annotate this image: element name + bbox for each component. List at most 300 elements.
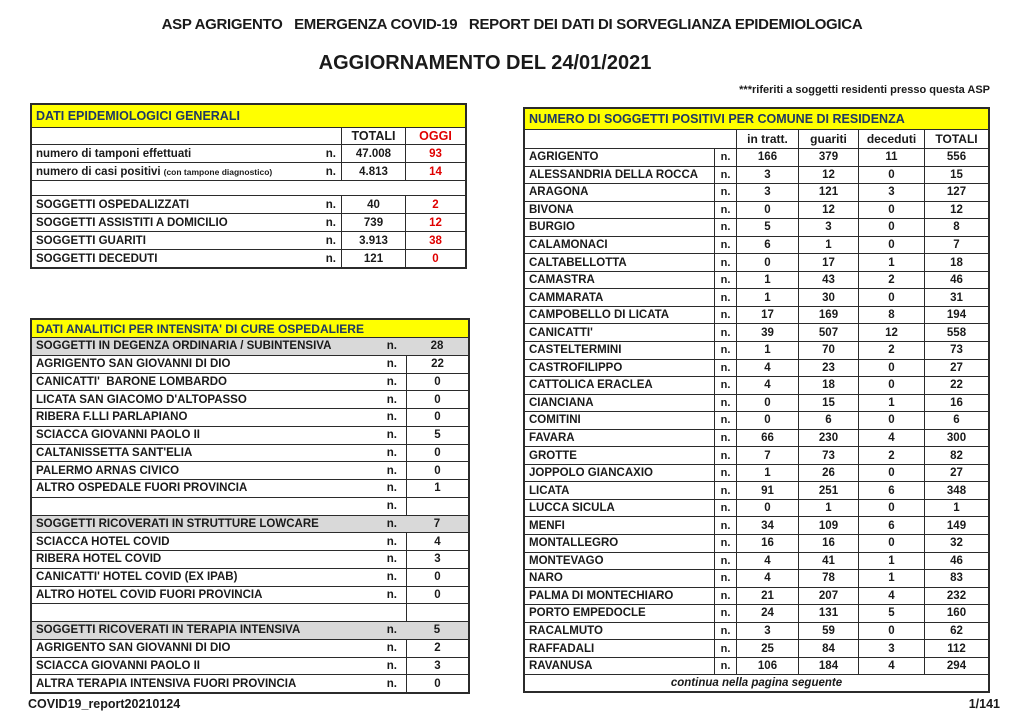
continued-note: continua nella pagina seguente	[525, 674, 988, 691]
comune-name: CALTABELLOTTA	[529, 256, 627, 269]
comune-row	[525, 236, 988, 254]
in-tratt-value: 1	[736, 272, 798, 289]
count-value: 5	[433, 624, 441, 637]
comune-row	[525, 587, 988, 605]
hospital-table-row	[32, 568, 468, 586]
comune-row	[525, 569, 988, 587]
in-tratt-value: 24	[736, 605, 798, 622]
row-label: CALTANISSETTA SANT'ELIA	[36, 446, 193, 459]
hospital-table-row	[32, 373, 468, 391]
totali-value: 40	[341, 196, 405, 213]
oggi-value: 12	[405, 214, 465, 231]
deceduti-value: 4	[858, 430, 924, 447]
totali-value: 22	[924, 377, 988, 394]
comune-name: LICATA	[529, 484, 570, 497]
guariti-value: 251	[798, 482, 858, 499]
deceduti-value: 0	[858, 219, 924, 236]
n-label: n.	[386, 464, 397, 477]
comune-row	[525, 552, 988, 570]
comune-name: JOPPOLO GIANCAXIO	[529, 467, 653, 480]
n-label: n.	[325, 216, 336, 229]
comune-name: MONTEVAGO	[529, 554, 604, 567]
row-label: SCIACCA GIOVANNI PAOLO II	[36, 659, 200, 672]
comune-name: FAVARA	[529, 432, 575, 445]
in-tratt-value: 34	[736, 517, 798, 534]
count-value: 0	[406, 587, 468, 604]
totali-value: 3.913	[341, 232, 405, 249]
row-label-cell	[32, 622, 406, 639]
general-table-row	[32, 213, 465, 231]
in-tratt-value: 1	[736, 289, 798, 306]
comune-row	[525, 201, 988, 219]
n-label: n.	[386, 642, 397, 655]
n-label: n.	[714, 588, 736, 605]
totali-value: 6	[924, 412, 988, 429]
n-label: n.	[714, 324, 736, 341]
general-table-row	[32, 144, 465, 162]
totali-value: 127	[924, 184, 988, 201]
totali-value: 149	[924, 517, 988, 534]
n-label: n.	[714, 219, 736, 236]
comune-name: ALESSANDRIA DELLA ROCCA	[529, 168, 699, 181]
comune-row	[525, 516, 988, 534]
deceduti-value: 0	[858, 535, 924, 552]
comune-row	[525, 183, 988, 201]
row-label-cell	[32, 356, 406, 373]
comune-name: MENFI	[529, 519, 565, 532]
comune-row	[525, 148, 988, 166]
empty-header-cell	[525, 130, 736, 148]
in-tratt-value: 6	[736, 237, 798, 254]
comune-row	[525, 323, 988, 341]
count-value: 0	[406, 569, 468, 586]
n-label: n.	[714, 465, 736, 482]
hospital-table-row	[32, 515, 468, 533]
deceduti-value: 2	[858, 272, 924, 289]
row-label: numero di casi positivi	[36, 165, 161, 178]
n-label: n.	[386, 429, 397, 442]
comuni-table-title: NUMERO DI SOGGETTI POSITIVI PER COMUNE DI RESIDENZA	[525, 109, 988, 129]
in-tratt-value: 0	[736, 254, 798, 271]
row-label-cell	[32, 675, 406, 692]
count-value: 28	[430, 340, 444, 353]
comune-name: CASTROFILIPPO	[529, 361, 623, 374]
guariti-value: 84	[798, 640, 858, 657]
in-tratt-value: 16	[736, 535, 798, 552]
deceduti-value: 0	[858, 412, 924, 429]
n-label: n.	[714, 184, 736, 201]
n-label: n.	[714, 605, 736, 622]
general-table-row	[32, 195, 465, 213]
n-label: n.	[386, 340, 397, 353]
n-label: n.	[325, 165, 336, 178]
in-tratt-value: 39	[736, 324, 798, 341]
comune-row	[525, 639, 988, 657]
totali-value: 46	[924, 272, 988, 289]
hospital-table-row	[32, 621, 468, 639]
oggi-value	[405, 181, 465, 195]
totali-value: 46	[924, 553, 988, 570]
n-label: n.	[714, 553, 736, 570]
deceduti-value: 4	[858, 658, 924, 675]
n-label: n.	[714, 658, 736, 675]
row-label: SOGGETTI DECEDUTI	[36, 252, 158, 265]
col-header-oggi: OGGI	[405, 128, 465, 144]
count-value: 22	[406, 356, 468, 373]
count-value: 0	[406, 445, 468, 462]
n-label: n.	[714, 237, 736, 254]
n-label: n.	[714, 289, 736, 306]
general-table-title: DATI EPIDEMIOLOGICI GENERALI	[32, 105, 465, 127]
in-tratt-value: 3	[736, 184, 798, 201]
row-label-cell	[32, 551, 406, 568]
hospital-table-row	[32, 426, 468, 444]
comune-row	[525, 464, 988, 482]
deceduti-value: 0	[858, 465, 924, 482]
totali-value: 4.813	[341, 163, 405, 180]
deceduti-value: 1	[858, 395, 924, 412]
row-label-cell	[32, 145, 341, 162]
guariti-value: 207	[798, 588, 858, 605]
totali-value: 194	[924, 307, 988, 324]
totali-value: 16	[924, 395, 988, 412]
count-value: 5	[406, 427, 468, 444]
deceduti-value: 1	[858, 254, 924, 271]
count-value	[406, 604, 468, 621]
deceduti-value: 0	[858, 360, 924, 377]
guariti-value: 1	[798, 237, 858, 254]
comune-name: CAMMARATA	[529, 291, 604, 304]
guariti-value: 507	[798, 324, 858, 341]
guariti-value: 18	[798, 377, 858, 394]
in-tratt-value: 4	[736, 360, 798, 377]
guariti-value: 1	[798, 500, 858, 517]
hospital-intensity-table	[30, 318, 470, 694]
n-label: n.	[386, 375, 397, 388]
row-label: SOGGETTI OSPEDALIZZATI	[36, 198, 190, 211]
n-label: n.	[714, 360, 736, 377]
n-label: n.	[714, 342, 736, 359]
totali-value	[341, 181, 405, 195]
col-header-totali: TOTALI	[924, 130, 988, 148]
guariti-value: 43	[798, 272, 858, 289]
comune-name: CASTELTERMINI	[529, 344, 622, 357]
comune-name: AGRIGENTO	[529, 151, 599, 164]
row-label-cell	[32, 196, 341, 213]
in-tratt-value: 106	[736, 658, 798, 675]
deceduti-value: 0	[858, 237, 924, 254]
general-table-row	[32, 249, 465, 267]
n-label: n.	[386, 553, 397, 566]
totali-value: 12	[924, 202, 988, 219]
count-value: 0	[406, 409, 468, 426]
oggi-value: 0	[405, 250, 465, 267]
in-tratt-value: 3	[736, 167, 798, 184]
comune-row	[525, 306, 988, 324]
row-label-cell	[32, 163, 341, 180]
row-label-cell	[32, 250, 341, 267]
comune-row	[525, 446, 988, 464]
general-data-table	[30, 103, 467, 269]
comune-name: CATTOLICA ERACLEA	[529, 379, 653, 392]
row-label: SOGGETTI IN DEGENZA ORDINARIA / SUBINTENSIVA	[36, 340, 332, 353]
count-value: 1	[406, 480, 468, 497]
guariti-value: 109	[798, 517, 858, 534]
guariti-value: 23	[798, 360, 858, 377]
totali-value: 18	[924, 254, 988, 271]
totali-value: 62	[924, 623, 988, 640]
n-label: n.	[714, 623, 736, 640]
n-label: n.	[386, 624, 397, 637]
row-label-cell	[32, 569, 406, 586]
comune-name: ARAGONA	[529, 186, 589, 199]
n-label: n.	[714, 395, 736, 412]
guariti-value: 17	[798, 254, 858, 271]
totali-value: 556	[924, 149, 988, 166]
row-label: CANICATTI' BARONE LOMBARDO	[36, 375, 227, 388]
n-label: n.	[714, 430, 736, 447]
totali-value: 300	[924, 430, 988, 447]
row-label-cell	[32, 658, 406, 675]
comune-row	[525, 218, 988, 236]
comuni-table-rows	[525, 148, 988, 674]
totali-value: 739	[341, 214, 405, 231]
n-label: n.	[386, 677, 397, 690]
count-value: 3	[406, 551, 468, 568]
totali-value: 558	[924, 324, 988, 341]
comune-name: COMITINI	[529, 414, 581, 427]
count-value: 4	[406, 533, 468, 550]
deceduti-value: 6	[858, 482, 924, 499]
count-value: 2	[406, 640, 468, 657]
row-label: SOGGETTI ASSISTITI A DOMICILIO	[36, 216, 228, 229]
deceduti-value: 3	[858, 184, 924, 201]
row-label: ALTRA TERAPIA INTENSIVA FUORI PROVINCIA	[36, 677, 297, 690]
row-label: AGRIGENTO SAN GIOVANNI DI DIO	[36, 642, 231, 655]
guariti-value: 12	[798, 167, 858, 184]
row-label-cell	[32, 604, 406, 621]
hospital-table-row	[32, 674, 468, 692]
in-tratt-value: 3	[736, 623, 798, 640]
guariti-value: 78	[798, 570, 858, 587]
oggi-value: 2	[405, 196, 465, 213]
report-filename: COVID19_report20210124	[28, 697, 181, 711]
general-table-rows	[32, 144, 465, 267]
row-label-cell	[32, 232, 341, 249]
totali-value: 27	[924, 360, 988, 377]
row-label-cell	[32, 516, 406, 533]
in-tratt-value: 0	[736, 202, 798, 219]
in-tratt-value: 1	[736, 465, 798, 482]
deceduti-value: 2	[858, 447, 924, 464]
in-tratt-value: 1	[736, 342, 798, 359]
comune-row	[525, 376, 988, 394]
guariti-value: 16	[798, 535, 858, 552]
row-label-cell	[32, 640, 406, 657]
comune-row	[525, 429, 988, 447]
row-label: CANICATTI' HOTEL COVID (EX IPAB)	[36, 571, 238, 584]
n-label: n.	[714, 535, 736, 552]
count-value	[406, 498, 468, 515]
hospital-table-title: DATI ANALITICI PER INTENSITA' DI CURE OSPEDALIERE	[32, 320, 468, 337]
n-label: n.	[714, 167, 736, 184]
deceduti-value: 0	[858, 623, 924, 640]
deceduti-value: 0	[858, 202, 924, 219]
n-label: n.	[386, 358, 397, 371]
guariti-value: 184	[798, 658, 858, 675]
comune-name: MONTALLEGRO	[529, 537, 619, 550]
count-value: 7	[433, 517, 441, 530]
count-value: 0	[406, 391, 468, 408]
guariti-value: 15	[798, 395, 858, 412]
comune-name: RAFFADALI	[529, 642, 595, 655]
n-label: n.	[386, 393, 397, 406]
in-tratt-value: 166	[736, 149, 798, 166]
hospital-table-row	[32, 603, 468, 621]
totali-value: 294	[924, 658, 988, 675]
comune-name: BIVONA	[529, 203, 574, 216]
hospital-table-row	[32, 461, 468, 479]
count-value: 3	[406, 658, 468, 675]
guariti-value: 59	[798, 623, 858, 640]
n-label: n.	[714, 570, 736, 587]
row-label-note: (con tampone diagnostico)	[163, 166, 273, 177]
deceduti-value: 3	[858, 640, 924, 657]
guariti-value: 12	[798, 202, 858, 219]
comune-name: NARO	[529, 572, 563, 585]
hospital-table-row	[32, 657, 468, 675]
n-label: n.	[386, 659, 397, 672]
totali-value: 73	[924, 342, 988, 359]
totali-value: 1	[924, 500, 988, 517]
totali-value: 112	[924, 640, 988, 657]
row-label-cell	[32, 587, 406, 604]
row-label: SCIACCA GIOVANNI PAOLO II	[36, 429, 200, 442]
row-label-cell	[32, 462, 406, 479]
general-table-header-row	[32, 127, 465, 144]
comune-name: CALAMONACI	[529, 239, 608, 251]
in-tratt-value: 0	[736, 500, 798, 517]
row-label: SOGGETTI RICOVERATI IN TERAPIA INTENSIVA	[36, 624, 301, 637]
row-label-cell	[32, 445, 406, 462]
row-label-cell	[32, 427, 406, 444]
hospital-table-row	[32, 497, 468, 515]
row-label-cell	[32, 498, 406, 515]
in-tratt-value: 0	[736, 412, 798, 429]
comune-name: RAVANUSA	[529, 660, 593, 673]
hospital-table-row	[32, 639, 468, 657]
in-tratt-value: 66	[736, 430, 798, 447]
in-tratt-value: 91	[736, 482, 798, 499]
totali-value: 348	[924, 482, 988, 499]
deceduti-value: 0	[858, 167, 924, 184]
comune-name: CAMPOBELLO DI LICATA	[529, 309, 670, 322]
n-label: n.	[714, 307, 736, 324]
in-tratt-value: 4	[736, 570, 798, 587]
col-header-in-tratt: in tratt.	[736, 130, 798, 148]
n-label: n.	[386, 517, 397, 530]
count-value: 0	[406, 675, 468, 692]
comune-name: PALMA DI MONTECHIARO	[529, 589, 674, 602]
n-label: n.	[386, 535, 397, 548]
row-label-cell	[32, 374, 406, 391]
totali-value: 47.008	[341, 145, 405, 162]
row-label: SCIACCA HOTEL COVID	[36, 535, 170, 548]
hospital-table-row	[32, 408, 468, 426]
row-label-cell	[32, 409, 406, 426]
n-label: n.	[714, 412, 736, 429]
comune-name: RACALMUTO	[529, 625, 603, 638]
deceduti-value: 5	[858, 605, 924, 622]
comune-name: BURGIO	[529, 221, 575, 234]
row-label: ALTRO OSPEDALE FUORI PROVINCIA	[36, 482, 248, 495]
in-tratt-value: 5	[736, 219, 798, 236]
row-label: ALTRO HOTEL COVID FUORI PROVINCIA	[36, 588, 263, 601]
comune-row	[525, 341, 988, 359]
guariti-value: 379	[798, 149, 858, 166]
totali-value: 160	[924, 605, 988, 622]
general-table-row	[32, 180, 465, 195]
comuni-positives-table	[523, 107, 990, 693]
row-label: RIBERA HOTEL COVID	[36, 553, 162, 566]
n-label: n.	[714, 202, 736, 219]
hospital-table-row	[32, 479, 468, 497]
guariti-value: 73	[798, 447, 858, 464]
empty-header-cell	[32, 128, 341, 144]
comune-name: PORTO EMPEDOCLE	[529, 607, 646, 620]
col-header-totali: TOTALI	[341, 128, 405, 144]
hospital-table-row	[32, 337, 468, 355]
totali-value: 27	[924, 465, 988, 482]
in-tratt-value: 7	[736, 447, 798, 464]
update-title: AGGIORNAMENTO DEL 24/01/2021	[318, 52, 652, 74]
n-label: n.	[386, 500, 397, 513]
n-label: n.	[386, 446, 397, 459]
comune-row	[525, 604, 988, 622]
comune-name: GROTTE	[529, 449, 577, 462]
hospital-table-row	[32, 444, 468, 462]
row-label: numero di tamponi effettuati	[36, 147, 192, 160]
n-label: n.	[386, 588, 397, 601]
comune-name: CIANCIANA	[529, 396, 594, 409]
row-label-cell	[32, 181, 341, 195]
guariti-value: 169	[798, 307, 858, 324]
deceduti-value: 8	[858, 307, 924, 324]
totali-value: 8	[924, 219, 988, 236]
deceduti-value: 2	[858, 342, 924, 359]
asp-residents-note: ***riferiti a soggetti residenti presso questa ASP	[739, 84, 990, 96]
deceduti-value: 12	[858, 324, 924, 341]
hospital-table-row	[32, 550, 468, 568]
comune-row	[525, 622, 988, 640]
count-value: 0	[406, 374, 468, 391]
hospital-table-row	[32, 355, 468, 373]
comune-row	[525, 253, 988, 271]
n-label: n.	[714, 640, 736, 657]
hospital-table-row	[32, 390, 468, 408]
row-label: SOGGETTI GUARITI	[36, 234, 146, 247]
totali-value: 7	[924, 237, 988, 254]
col-header-guariti: guariti	[798, 130, 858, 148]
in-tratt-value: 25	[736, 640, 798, 657]
n-label: n.	[386, 571, 397, 584]
row-label: AGRIGENTO SAN GIOVANNI DI DIO	[36, 358, 231, 371]
hospital-table-row	[32, 586, 468, 604]
hospital-table-row	[32, 532, 468, 550]
hospital-table-rows	[32, 337, 468, 692]
deceduti-value: 4	[858, 588, 924, 605]
comune-row	[525, 534, 988, 552]
